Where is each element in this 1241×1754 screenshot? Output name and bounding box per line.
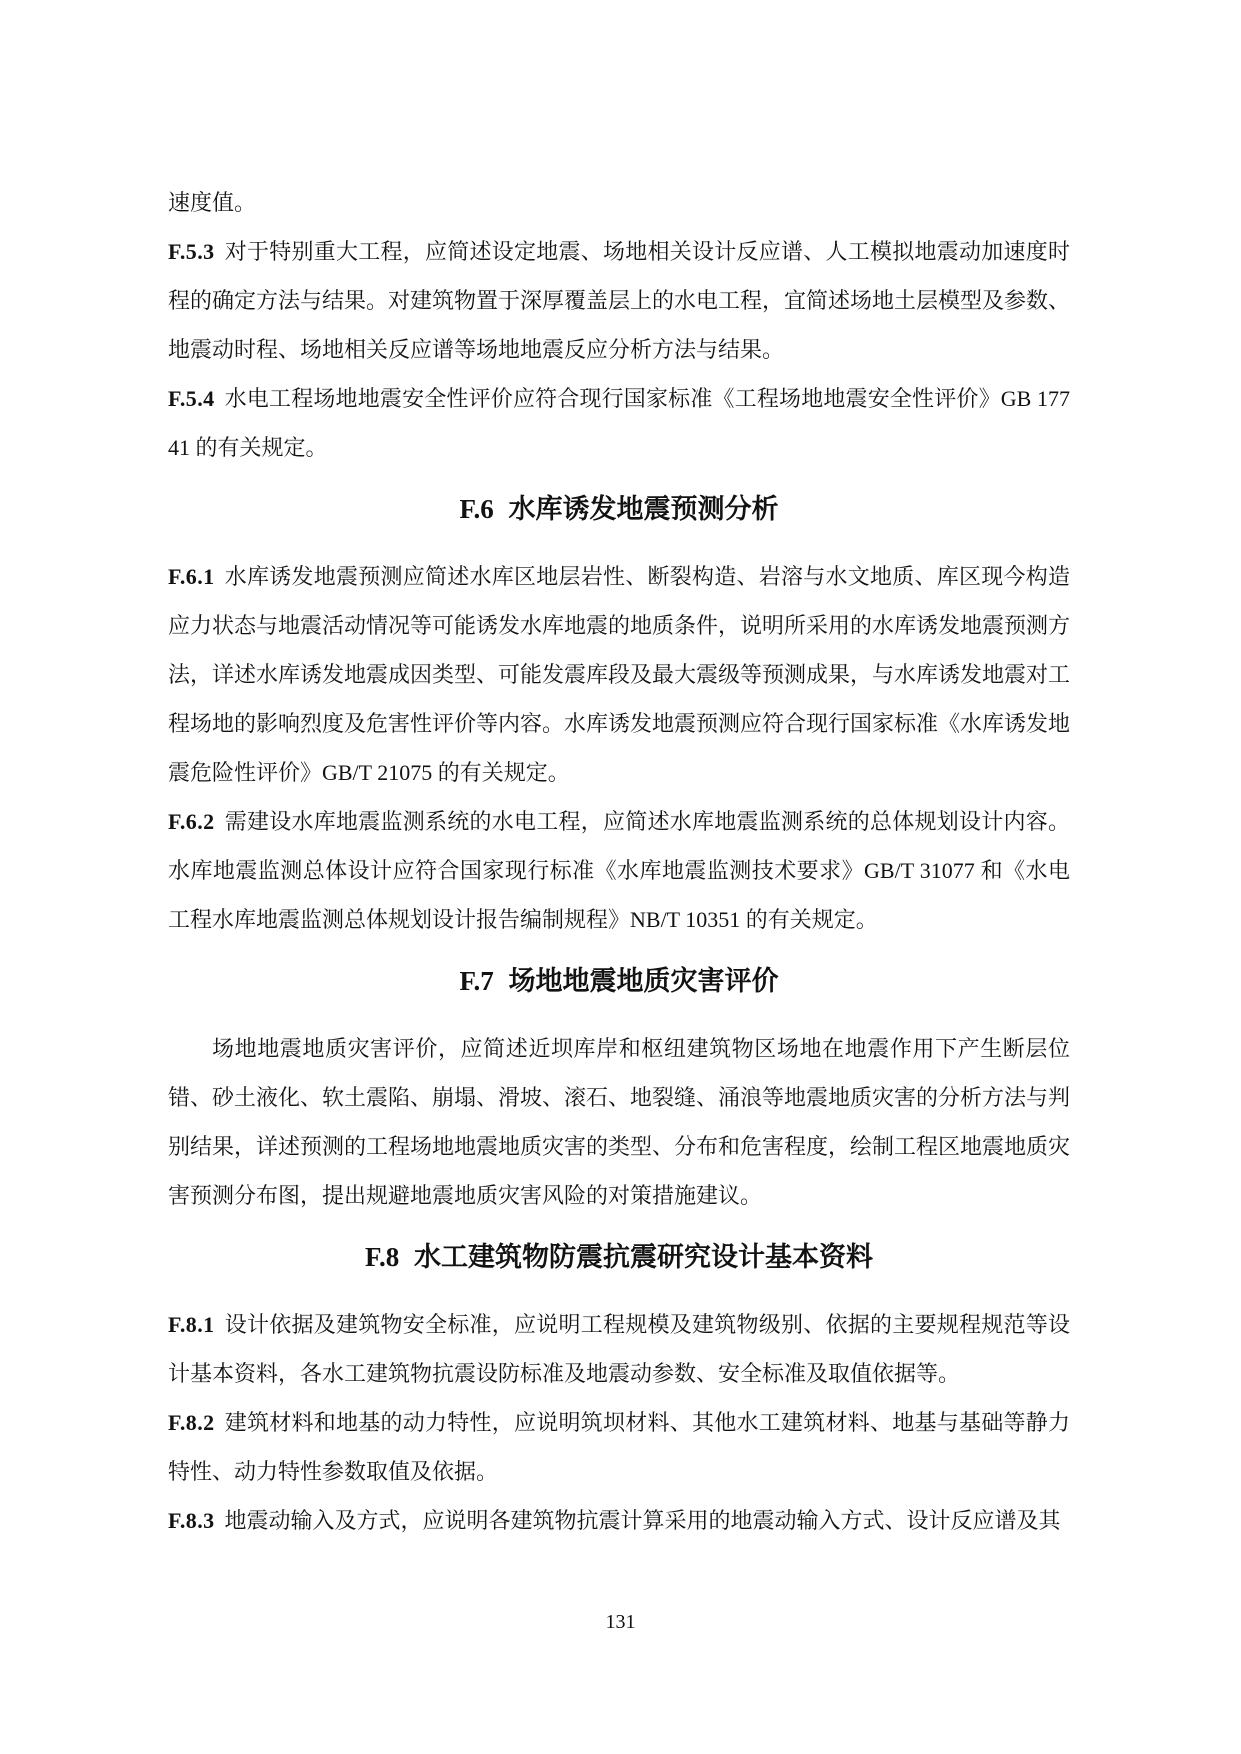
- clause-f6-1: [168, 552, 1070, 797]
- clause-f6-2-label: F.6.2: [168, 809, 215, 834]
- clause-f5-3: [168, 227, 1070, 374]
- clause-f5-4-label: F.5.4: [168, 386, 215, 411]
- section-heading-f6-number: F.6: [459, 494, 494, 524]
- section-heading-f6: [168, 485, 1070, 534]
- paragraph-f7-body: 场地地震地质灾害评价，应简述近坝库岸和枢纽建筑物区场地在地震作用下产生断层位错、砂土液化、软土震陷、崩塌、滑坡、滚石、地裂缝、涌浪等地震地质灾害的分析方法与判别结果，详述预测的工程场地地震地质灾害的类型、分布和危害程度，绘制工程区地震地质灾害预测分布图，提出规避地震地质灾害风险的对策措施建议。: [168, 1036, 1071, 1208]
- section-heading-f7-number: F.7: [459, 966, 494, 996]
- clause-f5-4-text: 水电工程场地地震安全性评价应符合现行国家标准《工程场地地震安全性评价》GB 17741 的有关规定。: [168, 386, 1070, 460]
- clause-f8-1-text: 设计依据及建筑物安全标准，应说明工程规模及建筑物级别、依据的主要规程规范等设计基本资料，各水工建筑物抗震设防标准及地震动参数、安全标准及取值依据等。: [168, 1312, 1070, 1386]
- page-number: 131: [605, 1611, 636, 1633]
- section-heading-f8: [168, 1233, 1070, 1282]
- clause-f8-1-label: F.8.1: [168, 1312, 215, 1337]
- section-heading-f7-title: 场地地震地质灾害评价: [508, 966, 779, 996]
- clause-f5-3-label: F.5.3: [168, 239, 215, 264]
- clause-f6-2: [168, 797, 1070, 944]
- clause-f8-2-label: F.8.2: [168, 1410, 215, 1435]
- section-heading-f7: [168, 957, 1070, 1006]
- clause-f6-2-text: 需建设水库地震监测系统的水电工程，应简述水库地震监测系统的总体规划设计内容。水库地震监测总体设计应符合国家现行标准《水库地震监测技术要求》GB/T 31077 和《水电工程水库地震监测总体规划设计报告编制规程》NB/T 10351 的有关规定。: [168, 809, 1070, 932]
- clause-f8-2: [168, 1398, 1070, 1496]
- clause-f8-1: [168, 1300, 1070, 1398]
- clause-f5-3-text: 对于特别重大工程，应简述设定地震、场地相关设计反应谱、人工模拟地震动加速度时程的确定方法与结果。对建筑物置于深厚覆盖层上的水电工程，宜简述场地土层模型及参数、地震动时程、场地相关反应谱等场地地震反应分析方法与结果。: [168, 239, 1071, 362]
- clause-f5-4: [168, 374, 1070, 472]
- section-heading-f8-number: F.8: [364, 1242, 400, 1272]
- clause-f8-2-text: 建筑材料和地基的动力特性，应说明筑坝材料、其他水工建筑材料、地基与基础等静力特性、动力特性参数取值及依据。: [168, 1410, 1070, 1484]
- section-heading-f8-title: 水工建筑物防震抗震研究设计基本资料: [414, 1242, 874, 1272]
- clause-f6-1-label: F.6.1: [168, 564, 215, 589]
- paragraph-continuation: 速度值。: [168, 190, 257, 215]
- section-heading-f6-title: 水库诱发地震预测分析: [508, 494, 779, 524]
- clause-f8-3-text: 地震动输入及方式，应说明各建筑物抗震计算采用的地震动输入方式、设计反应谱及其: [224, 1508, 1061, 1533]
- clause-f6-1-text: 水库诱发地震预测应简述水库区地层岩性、断裂构造、岩溶与水文地质、库区现今构造应力状态与地震活动情况等可能诱发水库地震的地质条件，说明所采用的水库诱发地震预测方法，详述水库诱发地震成因类型、可能发震库段及最大震级等预测成果，与水库诱发地震对工程场地的影响烈度及危害性评价等内容。水库诱发地震预测应符合现行国家标准《水库诱发地震危险性评价》GB/T 21075 的有关规定。: [168, 564, 1071, 785]
- clause-f8-3: [168, 1496, 1070, 1545]
- clause-f8-3-label: F.8.3: [168, 1508, 215, 1533]
